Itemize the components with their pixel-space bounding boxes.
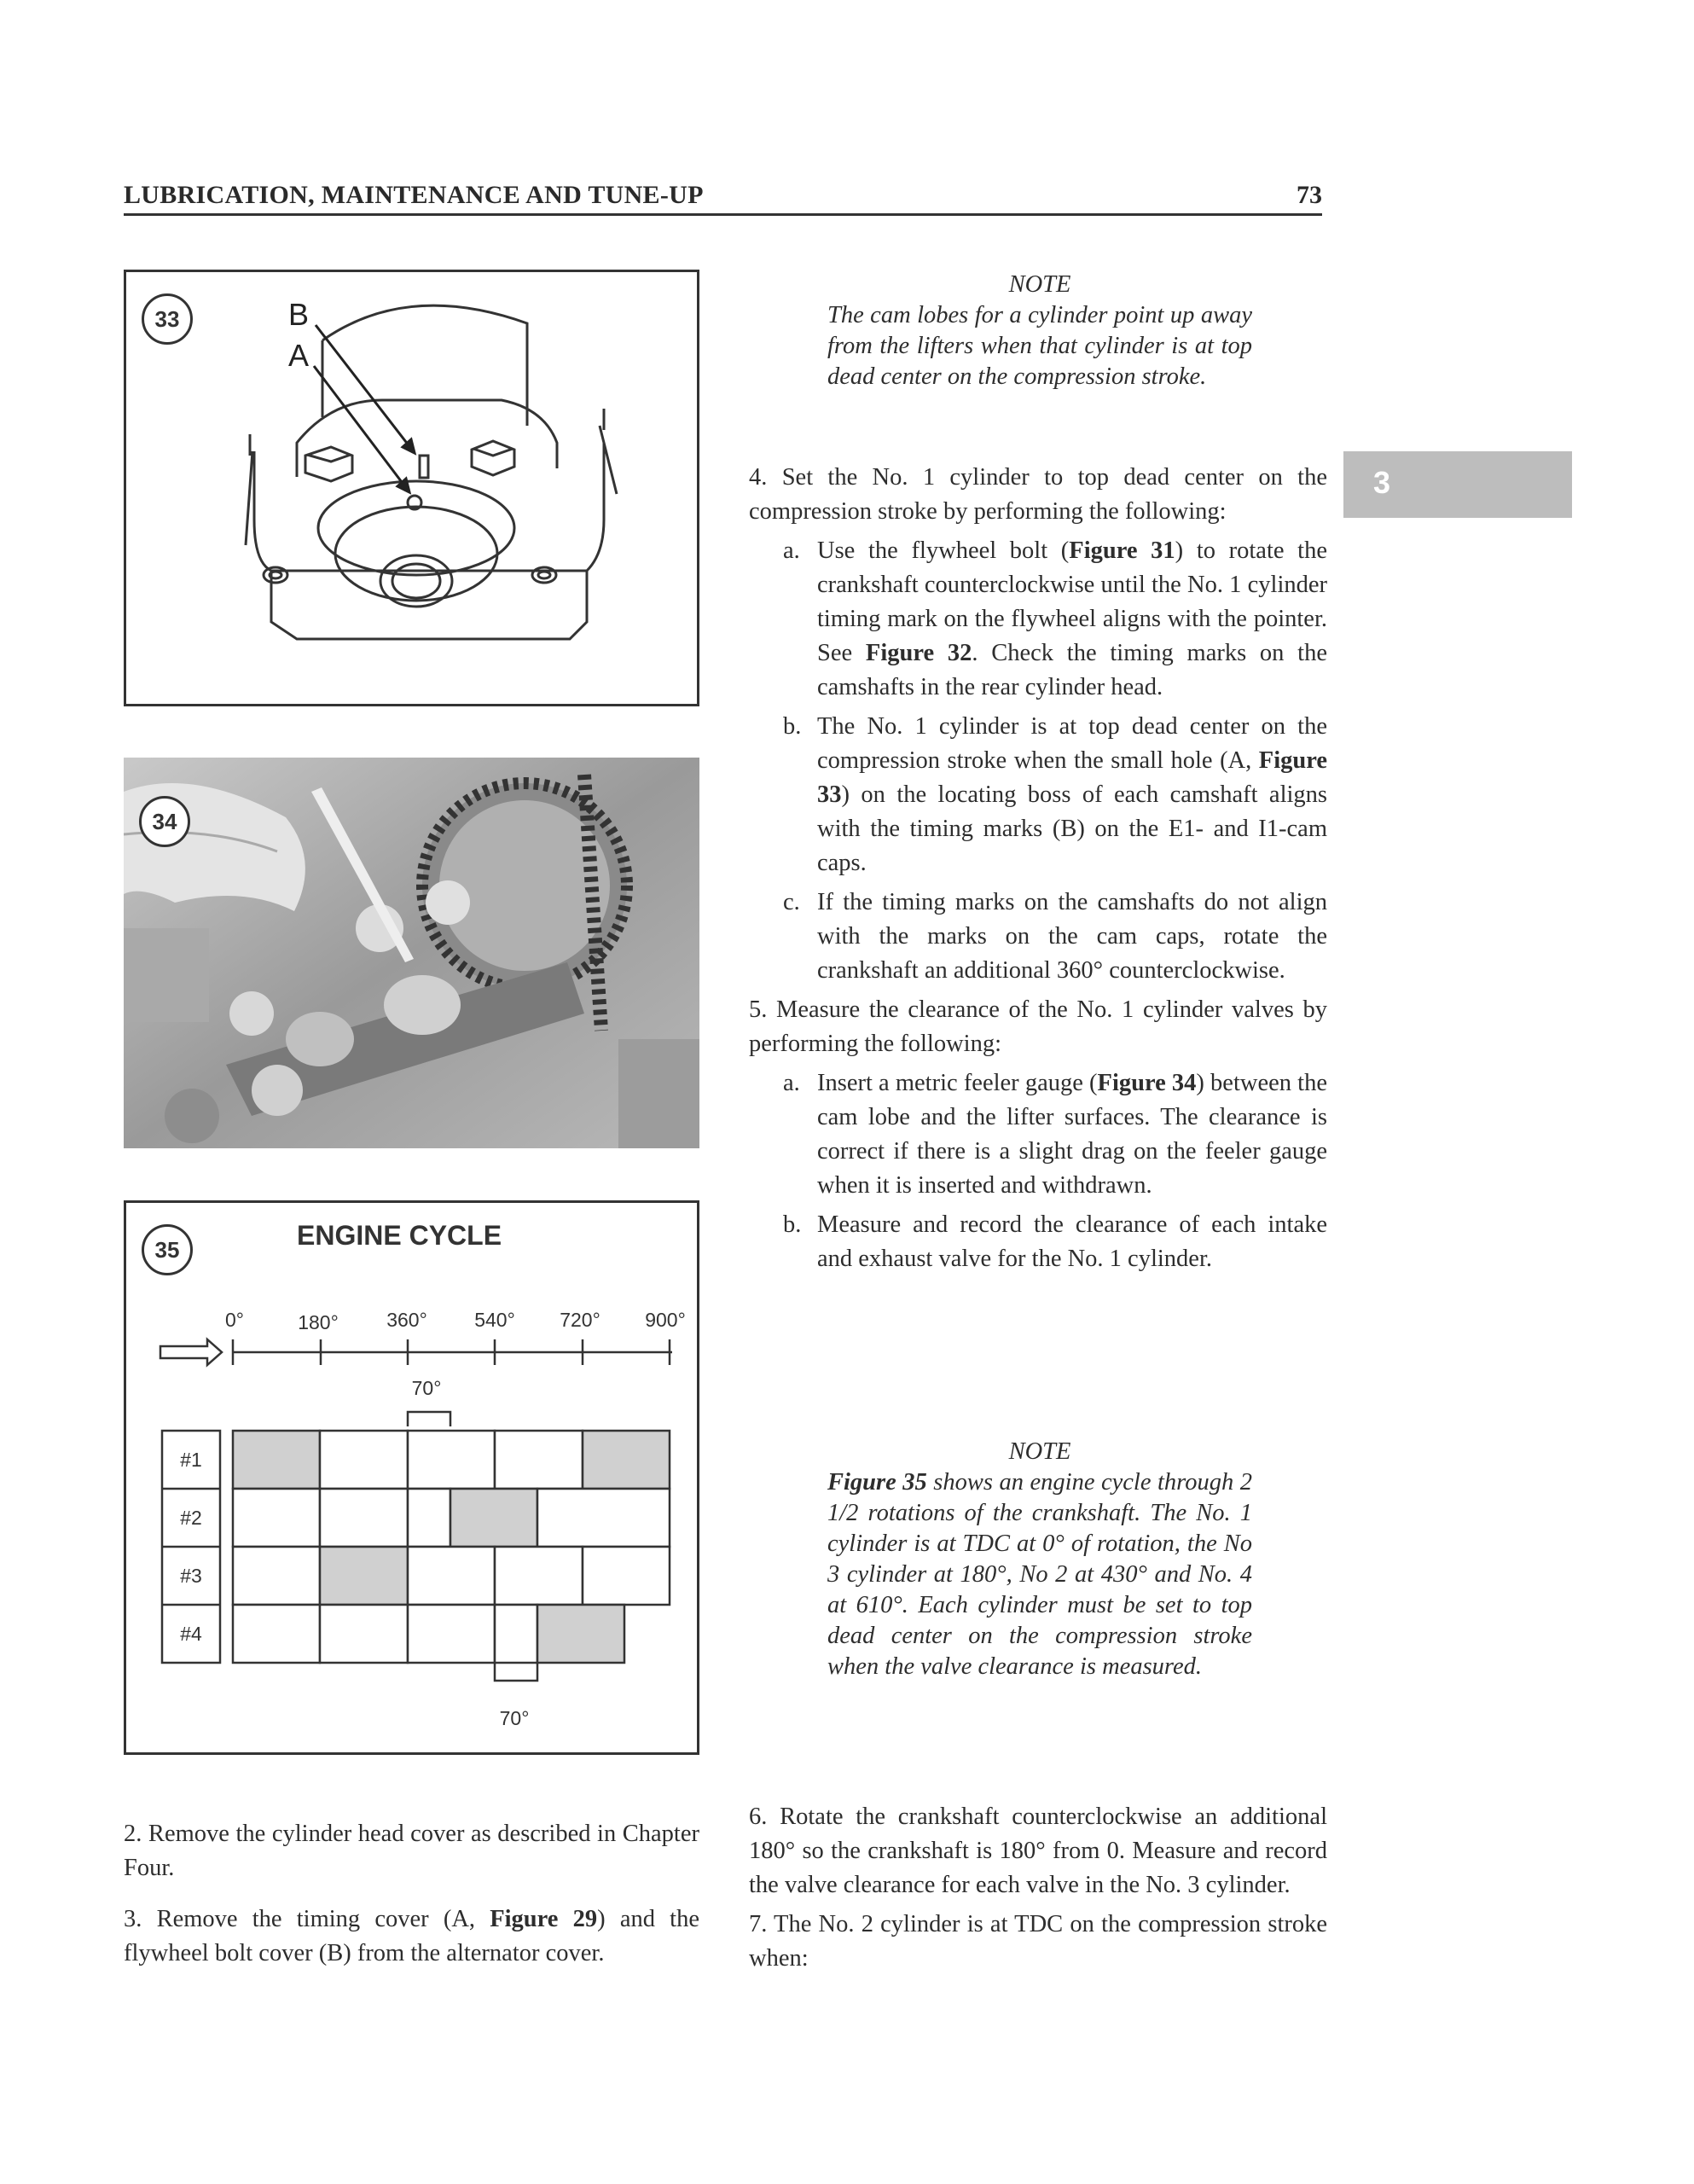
header-title: LUBRICATION, MAINTENANCE AND TUNE-UP [124,181,704,209]
right-column-lower [749,1800,1327,1976]
figure-number-33: 33 [142,293,193,345]
cylinder-1-label: #1 [180,1449,202,1471]
figure-number-35: 35 [142,1224,193,1275]
degree-180: 180° [298,1311,339,1333]
degree-360: 360° [386,1309,427,1331]
cylinder-2-label: #2 [180,1507,202,1529]
step-7: 7. The No. 2 cylinder is at TDC on the compression stroke when: [749,1911,1327,1972]
right-column-text [749,461,1327,1276]
overlap-label-bottom: 70° [499,1707,530,1729]
rotation-arrow [160,1339,222,1365]
note-2 [827,1437,1252,1682]
degree-0: 0° [225,1309,244,1331]
step-4c: c. If the timing marks on the camshafts do not align with the marks on the cam caps, rotate the crankshaft an additional 360° counterclockwise. [783,889,1327,984]
note-2-heading: NOTE [1008,1438,1071,1465]
chapter-tab-label: 3 [1373,465,1391,500]
left-column-text [124,1817,699,1971]
engine-cycle-title: ENGINE CYCLE [297,1220,502,1251]
degree-900: 900° [645,1309,686,1331]
running-header [124,179,1322,216]
cylinder-3-label: #3 [180,1565,202,1587]
step-5a: a. Insert a metric feeler gauge (Figure 34) between the cam lobe and the lifter surfaces. The clearance is correct if there is a slight drag on the feeler gauge when it is inserted and withdrawn. [783,1070,1327,1199]
figure-35-engine-cycle [124,1200,699,1755]
chapter-tab [1343,451,1572,518]
step-5b: b. Measure and record the clearance of each intake and exhaust valve for the No. 1 cylinder. [783,1211,1327,1272]
step-4b: b. The No. 1 cylinder is at top dead center on the compression stroke when the small hole (A, Figure 33) on the locating boss of each camshaft aligns with the timing marks (B) on the E1- and I1-cam caps. [783,713,1327,876]
figure-34-photo [124,758,699,1148]
cylinder-4-label: #4 [180,1623,202,1645]
step-5-intro: 5. Measure the clearance of the No. 1 cylinder valves by performing the following: [749,996,1327,1057]
note-1-heading: NOTE [1008,271,1071,298]
overlap-label-top: 70° [411,1377,442,1399]
camshaft-boss-drawing [126,272,697,704]
degree-540: 540° [474,1309,515,1331]
figure-33 [124,270,699,706]
figure-number-34: 34 [139,796,190,847]
step-4-intro: 4. Set the No. 1 cylinder to top dead center on the compression stroke by performing the following: [749,464,1327,525]
step-3: 3. Remove the timing cover (A, Figure 29) and the flywheel bolt cover (B) from the alternator cover. [124,1906,699,1966]
engine-cycle-diagram [126,1203,697,1752]
step-6: 6. Rotate the crankshaft counterclockwise an additional 180° so the crankshaft is 180° from 0. Measure and record the valve clearance for each valve in the No. 3 cylinder. [749,1804,1327,1898]
note-1-text: The cam lobes for a cylinder point up away from the lifters when that cylinder is at top dead center on the compression stroke. [827,302,1252,390]
engine-photo [124,758,699,1148]
note-2-text: Figure 35 shows an engine cycle through 2 1/2 rotations of the crankshaft. The No. 1 cylinder is at TDC at 0° of rotation, the No 3 cylinder at 180°, No 2 at 430° and No. 4 at 610°. Each cylinder must be set to top dead center on the compression stroke when the valve clearance is measured. [827,1469,1252,1680]
page-number: 73 [1297,181,1322,209]
degree-720: 720° [560,1309,600,1331]
step-4a: a. Use the flywheel bolt (Figure 31) to rotate the crankshaft counterclockwise until the No. 1 cylinder timing mark on the flywheel aligns with the pointer. See Figure 32. Check the timing marks on the camshafts in the rear cylinder head. [783,537,1327,700]
label-b: B [288,297,310,332]
step-2: 2. Remove the cylinder head cover as described in Chapter Four. [124,1821,699,1881]
note-1 [827,270,1252,392]
label-a: A [288,338,310,373]
